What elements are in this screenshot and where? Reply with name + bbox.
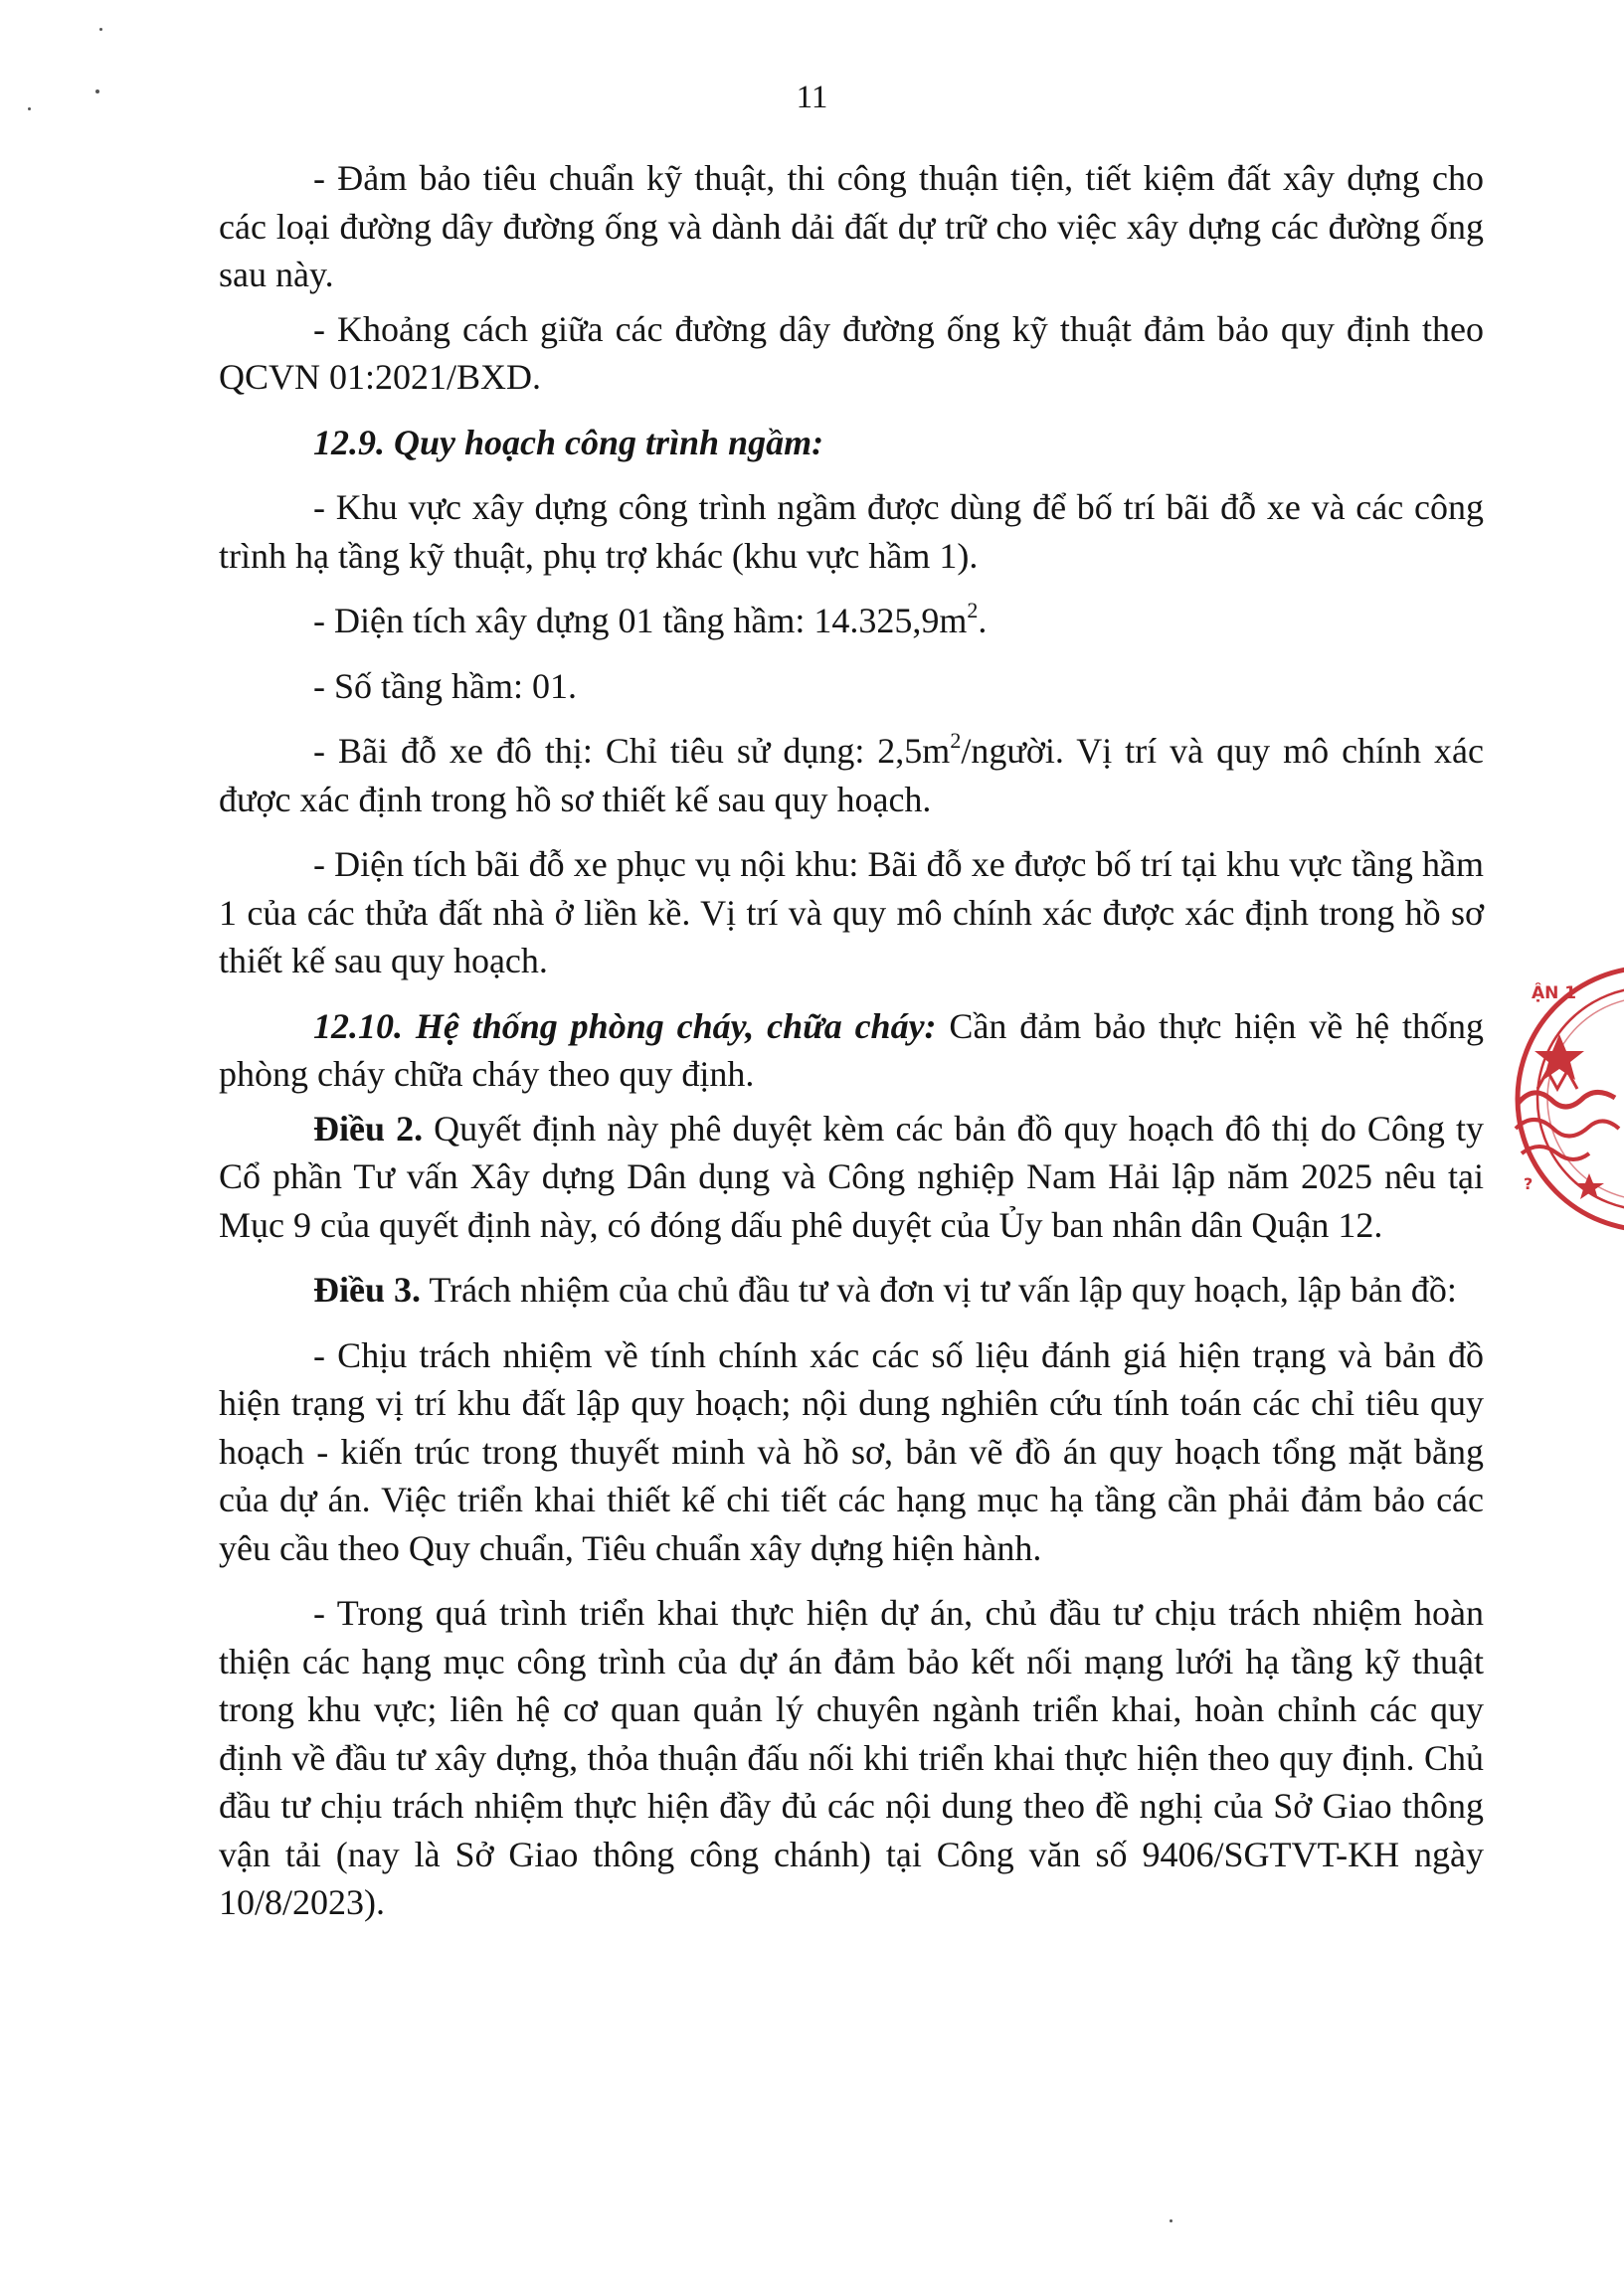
paragraph: - Khoảng cách giữa các đường dây đường ống kỹ thuật đảm bảo quy định theo QCVN 01:2021/BXD. [219, 308, 1484, 397]
article-2: Điều 2. Quyết định này phê duyệt kèm các bản đồ quy hoạch đô thị do Công ty Cổ phần Tư vấn Xây dựng Dân dụng và Công nghiệp Nam Hải lập năm 2025 nêu tại Mục 9 của quyết định này, có đóng dấu phê duyệt của Ủy ban nhân dân Quận 12. [219, 1108, 1484, 1245]
official-seal-stamp [1510, 955, 1624, 1243]
paragraph: - Trong quá trình triển khai thực hiện dự án, chủ đầu tư chịu trách nhiệm hoàn thiện các hạng mục công trình của dự án đảm bảo kết nối mạng lưới hạ tầng kỹ thuật trong khu vực; liên hệ cơ quan quản lý chuyên ngành triển khai, hoàn chỉnh các quy định về đầu tư xây dựng, thỏa thuận đấu nối khi triển khai thực hiện theo quy định. Chủ đầu tư chịu trách nhiệm thực hiện đầy đủ các nội dung theo đề nghị của Sở Giao thông vận tải (nay là Sở Giao thông công chánh) tại Công văn số 9406/SGTVT-KH ngày 10/8/2023). [219, 1593, 1484, 1922]
paragraph: - Số tầng hầm: 01. [313, 665, 577, 706]
article-3: Điều 3. Trách nhiệm của chủ đầu tư và đơn vị tư vấn lập quy hoạch, lập bản đồ: [313, 1270, 1457, 1310]
document-body [219, 154, 1484, 1944]
page-number: 11 [796, 80, 828, 115]
paragraph: - Chịu trách nhiệm về tính chính xác các số liệu đánh giá hiện trạng và bản đồ hiện trạng vị trí khu đất lập quy hoạch; nội dung nghiên cứu tính toán các chỉ tiêu quy hoạch - kiến trúc trong thuyết minh và hồ sơ, bản vẽ đồ án quy hoạch tổng mặt bằng của dự án. Việc triển khai thiết kế chi tiết các hạng mục hạ tầng cần phải đảm bảo các yêu cầu theo Quy chuẩn, Tiêu chuẩn xây dựng hiện hành. [219, 1334, 1484, 1568]
paragraph: - Diện tích bãi đỗ xe phục vụ nội khu: Bãi đỗ xe được bố trí tại khu vực tầng hầm 1 của các thửa đất nhà ở liền kề. Vị trí và quy mô chính xác được xác định trong hồ sơ thiết kế sau quy hoạch. [219, 844, 1484, 980]
paragraph: - Diện tích xây dựng 01 tầng hầm: $14.325,9m^2$. [313, 598, 988, 640]
svg-text:ẬN 1: ẬN 1 [1532, 983, 1577, 1003]
svg-text:?: ? [1524, 1174, 1534, 1193]
section-heading-12-10: 12.10. Hệ thống phòng cháy, chữa cháy: Cần đảm bảo thực hiện về hệ thống phòng cháy chữa cháy theo quy định. [219, 1005, 1484, 1094]
seal-icon [1510, 955, 1624, 1243]
paragraph: - Bãi đỗ xe đô thị: Chỉ tiêu sử dụng: $2,5m^2$/người. Vị trí và quy mô chính xác được xác định trong hồ sơ thiết kế sau quy hoạch. [219, 728, 1484, 819]
paragraph: - Khu vực xây dựng công trình ngầm được dùng để bố trí bãi đỗ xe và các công trình hạ tầng kỹ thuật, phụ trợ khác (khu vực hầm 1). [219, 487, 1484, 576]
paragraph: - Đảm bảo tiêu chuẩn kỹ thuật, thi công thuận tiện, tiết kiệm đất xây dựng cho các loại đường dây đường ống và dành dải đất dự trữ cho việc xây dựng các đường ống sau này. [219, 158, 1484, 294]
section-heading-12-9: 12.9. Quy hoạch công trình ngầm: [313, 422, 824, 462]
